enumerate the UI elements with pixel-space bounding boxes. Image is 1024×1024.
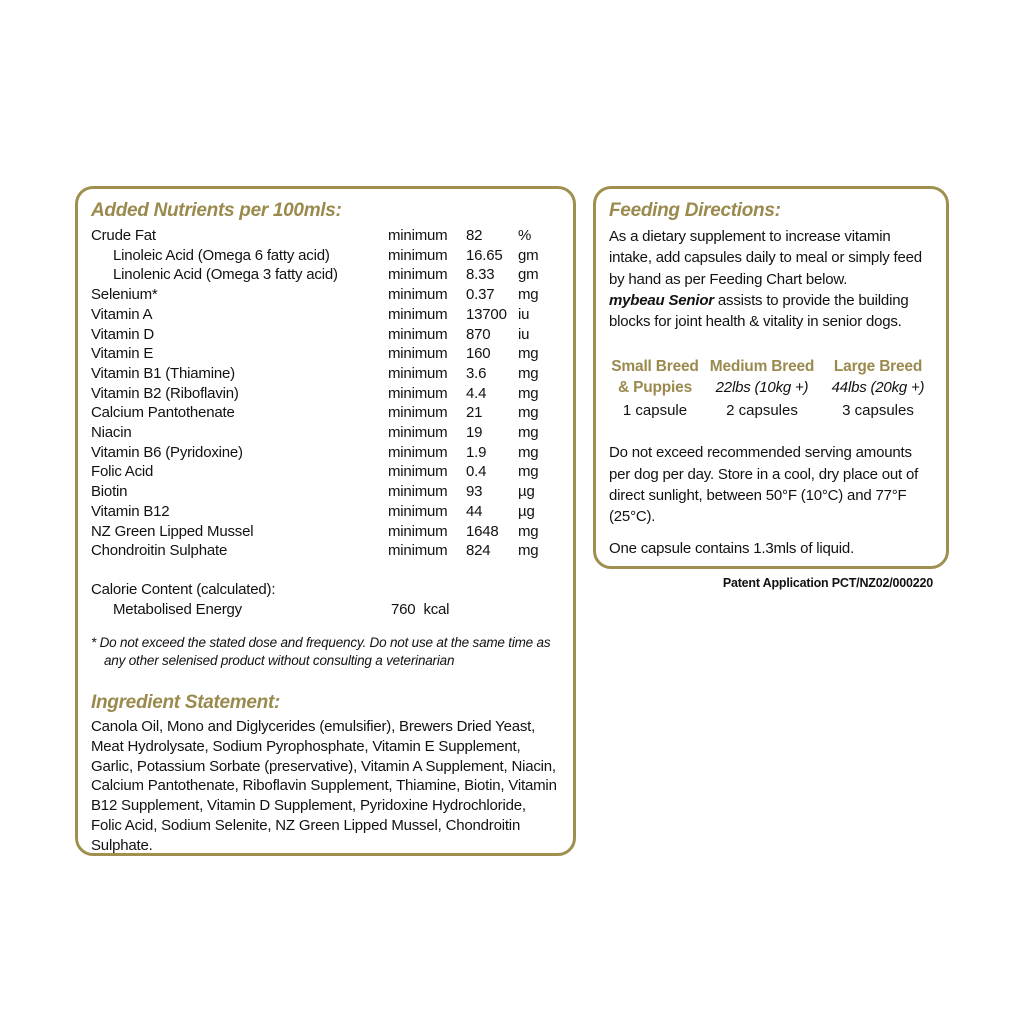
- feeding-chart: [609, 356, 933, 421]
- nutrient-row: [91, 384, 560, 404]
- nutrient-name: Crude Fat: [91, 227, 156, 244]
- nutrient-row: [91, 403, 560, 423]
- feeding-chart-column: [701, 356, 823, 421]
- nutrient-name: NZ Green Lipped Mussel: [91, 522, 254, 540]
- nutrient-row: [91, 285, 560, 305]
- nutrient-qualifier: minimum: [388, 266, 448, 284]
- nutrient-name: Calcium Pantothenate: [91, 404, 235, 422]
- nutrient-name: Chondroitin Sulphate: [91, 542, 228, 560]
- nutrient-qualifier: minimum: [388, 227, 448, 244]
- nutrient-name: Vitamin B2 (Riboflavin): [91, 384, 239, 402]
- nutrient-row: [91, 541, 560, 561]
- nutrient-name: Vitamin E: [91, 345, 154, 363]
- calorie-unit: kcal: [423, 600, 450, 618]
- nutrient-unit: µg: [518, 502, 535, 520]
- ingredient-statement-heading: Ingredient Statement:: [91, 692, 280, 714]
- nutrient-value: 1.9: [466, 443, 487, 461]
- calorie-name: Metabolised Energy: [113, 600, 242, 618]
- nutrient-name: Selenium*: [91, 286, 158, 304]
- nutrient-row: [91, 522, 560, 542]
- added-nutrients-heading: Added Nutrients per 100mls:: [91, 200, 342, 221]
- nutrient-name: Folic Acid: [91, 463, 154, 481]
- nutrient-qualifier: minimum: [388, 325, 448, 343]
- nutrient-name: Vitamin B12: [91, 502, 170, 520]
- nutrient-unit: mg: [518, 463, 539, 481]
- nutrient-row: [91, 364, 560, 384]
- nutrient-unit: mg: [518, 424, 539, 442]
- nutrient-unit: mg: [518, 364, 539, 382]
- breed-title: Medium Breed: [709, 358, 815, 376]
- nutrient-name: Niacin: [91, 424, 132, 442]
- nutrient-value: 93: [466, 483, 483, 501]
- nutrient-value: 0.4: [466, 463, 487, 481]
- nutrient-value: 8.33: [466, 266, 495, 284]
- nutrient-unit: gm: [518, 246, 539, 264]
- feeding-directions-panel: [593, 186, 949, 590]
- nutrient-value: 13700: [466, 305, 507, 323]
- nutrient-qualifier: minimum: [388, 305, 448, 323]
- nutrient-unit: iu: [518, 305, 530, 323]
- breed-weight: 22lbs (10kg +): [715, 379, 809, 397]
- nutrient-qualifier: minimum: [388, 364, 448, 382]
- nutrient-row: [91, 265, 560, 285]
- storage-warning-text: Do not exceed recommended serving amounts per dog per day. Store in a cool, dry place out of direct sunlight, between 50°F (10°C) and 77°F (25°C).: [609, 444, 919, 526]
- ingredient-statement-text: Canola Oil, Mono and Diglycerides (emulsifier), Brewers Dried Yeast, Meat Hydrolysate, Sodium Pyrophosphate, Vitamin E Supplement, Garlic, Potassium Sorbate (preservative), Vitamin A Supplement, Niacin, Calcium Pantothenate, Riboflavin Supplement, Thiamine, Biotin, Vitamin B12 Supplement, Vitamin D Supplement, Pyridoxine Hydrochloride, Folic Acid, Sodium Selenite, NZ Green Lipped Mussel, Chondroitin Sulphate.: [91, 718, 557, 854]
- nutrient-qualifier: minimum: [388, 424, 448, 442]
- nutrient-row: [91, 482, 560, 502]
- nutrient-qualifier: minimum: [388, 483, 448, 501]
- nutrient-value: 824: [466, 542, 491, 560]
- nutrient-name: Linolenic Acid (Omega 3 fatty acid): [113, 266, 338, 284]
- nutrient-qualifier: minimum: [388, 542, 448, 560]
- feeding-directions-heading: Feeding Directions:: [609, 200, 781, 221]
- nutrient-unit: gm: [518, 266, 539, 284]
- nutrient-name: Biotin: [91, 483, 128, 501]
- nutrient-name: Linoleic Acid (Omega 6 fatty acid): [113, 246, 330, 264]
- nutrient-value: 4.4: [466, 384, 487, 402]
- nutrient-value: 44: [466, 502, 483, 520]
- capsule-volume-text: One capsule contains 1.3mls of liquid.: [609, 539, 855, 557]
- nutrient-row: [91, 226, 560, 246]
- nutrient-value: 160: [466, 345, 491, 363]
- nutrient-qualifier: minimum: [388, 443, 448, 461]
- nutrient-value: 1648: [466, 522, 499, 540]
- breed-serving: 1 capsule: [622, 402, 688, 420]
- nutrient-unit: mg: [518, 522, 539, 540]
- feeding-chart-column: [823, 356, 933, 421]
- calorie-content-block: [91, 580, 560, 619]
- nutrient-unit: %: [518, 227, 532, 244]
- nutrient-row: [91, 305, 560, 325]
- nutrient-value: 82: [466, 227, 483, 244]
- nutrient-unit: µg: [518, 483, 535, 501]
- nutrient-row: [91, 246, 560, 266]
- nutrient-value: 870: [466, 325, 491, 343]
- nutrient-row: [91, 325, 560, 345]
- nutrient-unit: mg: [518, 404, 539, 422]
- brand-name: mybeau Senior: [609, 291, 714, 309]
- nutrient-value: 3.6: [466, 364, 487, 382]
- added-nutrients-panel: [75, 186, 576, 856]
- nutrient-value: 0.37: [466, 286, 495, 304]
- nutrient-row: [91, 462, 560, 482]
- feeding-intro-text: As a dietary supplement to increase vitamin intake, add capsules daily to meal or simply feed by hand as per Feeding Chart below.: [609, 228, 922, 288]
- breed-weight: & Puppies: [618, 379, 692, 397]
- nutrient-name: Vitamin B6 (Pyridoxine): [91, 443, 243, 461]
- nutrient-name: Vitamin A: [91, 305, 153, 323]
- nutrient-row: [91, 443, 560, 463]
- nutrient-unit: iu: [518, 325, 530, 343]
- selenium-footnote: * Do not exceed the stated dose and frequency. Do not use at the same time as any other selenised product without consulting a veterinarian: [91, 635, 551, 669]
- breed-title: Large Breed: [833, 358, 923, 376]
- breed-title: Small Breed: [611, 358, 699, 376]
- nutrient-qualifier: minimum: [388, 463, 448, 481]
- nutrient-row: [91, 502, 560, 522]
- calorie-row: [91, 600, 560, 620]
- nutrient-value: 21: [466, 404, 483, 422]
- nutrient-unit: mg: [518, 286, 539, 304]
- nutrient-row: [91, 344, 560, 364]
- brand-benefit-rest: assists to provide the building blocks for joint health & vitality in senior dogs.: [609, 291, 909, 331]
- nutrient-qualifier: minimum: [388, 404, 448, 422]
- nutrient-qualifier: minimum: [388, 345, 448, 363]
- breed-serving: 3 capsules: [842, 402, 914, 420]
- calorie-content-heading: Calorie Content (calculated):: [91, 580, 276, 598]
- breed-serving: 2 capsules: [726, 402, 798, 420]
- breed-weight: 44lbs (20kg +): [831, 379, 925, 397]
- nutrient-qualifier: minimum: [388, 384, 448, 402]
- nutrient-unit: mg: [518, 443, 539, 461]
- patent-application-text: Patent Application PCT/NZ02/000220: [722, 575, 933, 590]
- nutrient-row: [91, 423, 560, 443]
- nutrient-unit: mg: [518, 542, 539, 560]
- feeding-chart-column: [609, 356, 701, 421]
- nutrient-value: 19: [466, 424, 483, 442]
- nutrient-qualifier: minimum: [388, 246, 448, 264]
- nutrient-qualifier: minimum: [388, 286, 448, 304]
- brand-benefit-text: [609, 290, 933, 333]
- nutrient-qualifier: minimum: [388, 522, 448, 540]
- nutrient-name: Vitamin B1 (Thiamine): [91, 364, 235, 382]
- nutrient-qualifier: minimum: [388, 502, 448, 520]
- nutrient-value: 16.65: [466, 246, 503, 264]
- nutrient-unit: mg: [518, 384, 539, 402]
- nutrients-table: [91, 226, 560, 561]
- nutrient-name: Vitamin D: [91, 325, 154, 343]
- nutrient-unit: mg: [518, 345, 539, 363]
- calorie-value: 760: [391, 600, 416, 618]
- calorie-value-unit: [391, 600, 560, 620]
